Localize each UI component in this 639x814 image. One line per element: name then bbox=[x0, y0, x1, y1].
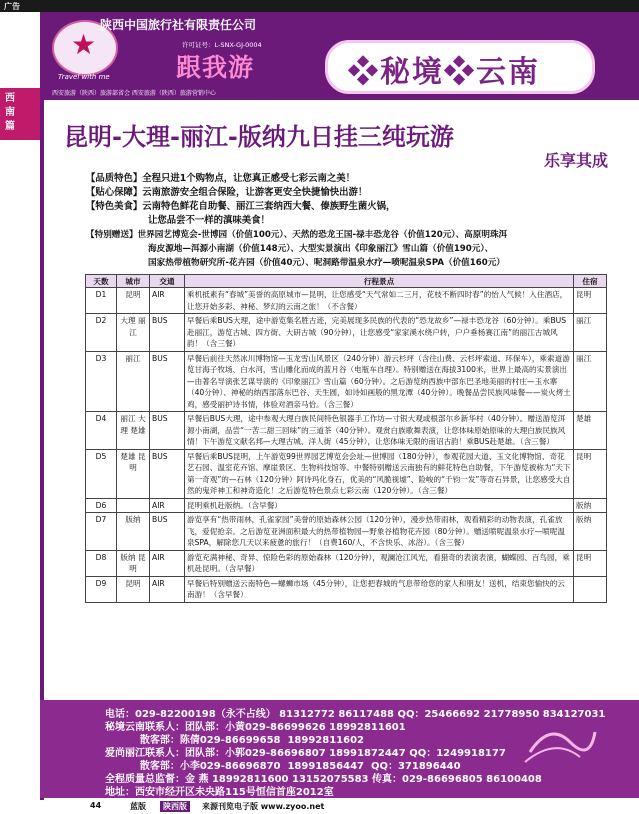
cell-trans: BUS bbox=[150, 513, 185, 551]
highlight-line: 【特色美食】云南特色鲜花自助餐、丽江三套纳西大餐、傣族野生菌火锅， bbox=[86, 201, 396, 212]
top-bar bbox=[0, 0, 639, 12]
cell-hotel: 丽江 bbox=[574, 314, 607, 352]
table-row bbox=[86, 351, 607, 412]
cell-day: D3 bbox=[86, 351, 117, 412]
table-row bbox=[86, 550, 607, 576]
cell-desc: 早餐后特别赠送云南特色—螺蛳市场（45分钟），让您把春城的气息带给您的家人和朋友！送机，结束您愉快的云南游！（含早餐） bbox=[185, 576, 574, 602]
col-header: 城市 bbox=[117, 275, 150, 288]
table-header-row bbox=[86, 275, 607, 288]
cell-trans: BUS bbox=[150, 412, 185, 450]
highlight-line: 海皮源地—洱源小南湖（价值148元）、大型实景演出《印象丽江》雪山篇（价值190元）、 bbox=[148, 244, 494, 254]
ad-label: 广告 bbox=[4, 2, 20, 11]
magazine-edition: 蓝版 bbox=[130, 802, 146, 811]
cell-desc: 早餐后前往天然冰川博物馆—玉龙雪山风景区（240分钟）游云杉坪（含往山费、云杉坪索道、环保车），乘索道游览甘海子牧场、白水河，雪山雕化而成的蓝月谷（电瓶车自理）。特别赠送在海拔3100米，世界上最高的实景演出—由著名导演张艺谋导演的《印象丽江》雪山篇（60分钟）。之后游览纳西族中部东巴圣地美丽的村庄—玉水寨（40分钟）、神秘的纳西部落东巴谷、天生圆，如诗如画般的黑龙潭（40分钟）。晚餐品尝民族风味餐——炭火烤土鸡，感受丽护诗书情，体验对酒亲马恰。（含三餐） bbox=[185, 351, 574, 412]
table-row bbox=[86, 449, 607, 498]
cell-city: 昆明 bbox=[117, 576, 150, 602]
company-name: 陕西中国旅行社有限责任公司 bbox=[100, 18, 257, 32]
license-number: 许可证号：L-SNX-GJ-0004 bbox=[182, 41, 262, 49]
cell-hotel: 丽江 bbox=[574, 351, 607, 412]
table-row bbox=[86, 576, 607, 602]
department-line: 西安旅游（陕西）旅游部省会 西安旅游（陕西）旅游营销中心 bbox=[52, 90, 216, 97]
table-row bbox=[86, 314, 607, 352]
cell-city: 昆明 bbox=[117, 288, 150, 314]
table-row bbox=[86, 288, 607, 314]
cell-trans: BUS bbox=[150, 314, 185, 352]
cell-hotel bbox=[574, 576, 607, 602]
highlight-line: 【特别赠送】世界园艺博览会-世博园（价值100元）、天然的恐龙王国-禄丰恐龙谷（价值120元）、高原明珠洱 bbox=[86, 230, 508, 240]
itinerary-table bbox=[85, 274, 607, 603]
tour-title: 昆明-大理-丽江-版纳九日挂三纯玩游 bbox=[64, 123, 454, 151]
tour-highlights bbox=[86, 172, 606, 270]
highlight-line: 让您品尝不一样的滇味美食！ bbox=[148, 215, 270, 226]
cell-city: 丽江 大理 楚雄 bbox=[117, 412, 150, 450]
cell-city: 版纳 bbox=[117, 513, 150, 551]
cell-day: D7 bbox=[86, 513, 117, 551]
section-tab: 西南篇 bbox=[0, 88, 40, 140]
cell-desc: 游览充满神秘、奇异、惊险色彩的原始森林（120分钟），观澜沧江风光，看猎奇的表演表演，蝴蝶园、百鸟园，乘机赴昆明。（含早餐） bbox=[185, 550, 574, 576]
page-footer bbox=[0, 800, 639, 814]
highlight-line: 国家热带植物研究所-花卉园（价值40元）、呢洞路带温泉水疗—喷呢温泉SPA（价值160元） bbox=[148, 258, 505, 268]
tour-subtitle: 乐享其成 bbox=[543, 151, 608, 170]
cell-trans: AIR bbox=[150, 550, 185, 576]
cell-city bbox=[117, 498, 150, 513]
banner-text: ❖秘境❖云南 bbox=[348, 55, 540, 90]
cell-trans: AIR bbox=[150, 498, 185, 513]
cell-trans: BUS bbox=[150, 449, 185, 498]
cell-trans: BUS bbox=[150, 351, 185, 412]
cell-hotel: 昆明 bbox=[574, 550, 607, 576]
region-edition: 陕西版 bbox=[160, 801, 190, 812]
highlight-line: 【品质特色】全程只进1个购物点，让您真正感受七彩云南之美！ bbox=[86, 173, 356, 184]
cell-trans: AIR bbox=[150, 576, 185, 602]
cell-hotel: 版纳 bbox=[574, 513, 607, 551]
cell-desc: 早餐后乘BUS昆明，上午游览99世界园艺博览会会址—世博园（180分钟），参观花园大道、玉文化博物馆、奇花艺石园、温室花卉馆、摩崖景区、生物科技馆等。中餐特别赠送云南独有的鲜花特色自助餐，下午游览被称为“天下第一奇观”的—石林（120分钟）阿诗玛化身石，优美的“风脆视墟”、险峻的“千钧一发”等奇石异景，让您感受大自然的鬼斧神工和神奇造化！之后游览特色景点七彩云南（120分钟）。（含三餐） bbox=[185, 449, 574, 498]
cell-day: D4 bbox=[86, 412, 117, 450]
col-header: 天数 bbox=[86, 275, 117, 288]
cell-hotel: 版纳 bbox=[574, 498, 607, 513]
table-row bbox=[86, 412, 607, 450]
cell-hotel: 昆明 bbox=[574, 288, 607, 314]
cell-desc: 早餐后BUS大理，途中参观大理白族民间特色银器手工作坊—寸银大观或根部尔乡新华村（40分钟）。赠送游览洱源小南湖，品尝“一苦二甜三回味”的三道茶（40分钟）。观赏白族歌舞表演，让您体味原始原味的大理白族民族风情！下午游览文献名邦—大理古城、洋人街（45分钟），让您体味无限的南诏古韵！乘BUS赴楚雄。（含三餐） bbox=[185, 412, 574, 450]
left-strip bbox=[40, 100, 44, 804]
table-row bbox=[86, 513, 607, 551]
agency-logo bbox=[52, 14, 270, 94]
contact-phone: 电话：029-82200198（永不占线） 81312772 86117488 QQ：25466692 21778950 834127031 bbox=[105, 709, 606, 720]
cell-day: D1 bbox=[86, 288, 117, 314]
contact-line: 散客部：陈倩029-86699658 18992811602 bbox=[105, 735, 365, 746]
website: 来源刊览电子版 www.zyoo.net bbox=[202, 802, 325, 811]
cell-day: D8 bbox=[86, 550, 117, 576]
contact-line: 散客部：小李029-86696870 18991856447 QQ：371896440 bbox=[105, 761, 461, 772]
cell-desc: 乘机抵素有“春城”美誉的高原城市—昆明，让您感受“天气常如二三月，花枝不断四时春”的怡人气候！入住酒店，让您开始多彩、神秘、梦幻的云南之旅！（不含餐） bbox=[185, 288, 574, 314]
brand-name: 跟我游 bbox=[176, 53, 255, 82]
cell-city: 楚雄 昆明 bbox=[117, 449, 150, 498]
cell-hotel: 楚雄 bbox=[574, 412, 607, 450]
page-number: 44 bbox=[90, 801, 102, 810]
col-header: 住宿 bbox=[574, 275, 607, 288]
logo-emblem-icon: ★ bbox=[52, 20, 118, 76]
brand-english: Travel with me bbox=[58, 73, 110, 81]
cell-city: 丽江 bbox=[117, 351, 150, 412]
swirl-ornament-icon bbox=[520, 712, 600, 772]
address: 地址：西安市经开区未央路115号恒信首座2012室 bbox=[105, 787, 334, 798]
cell-day: D9 bbox=[86, 576, 117, 602]
table-row bbox=[86, 498, 607, 513]
highlight-line: 【贴心保障】云南旅游安全组合保险，让游客更安全快捷愉快出游！ bbox=[86, 187, 368, 198]
cell-trans: AIR bbox=[150, 288, 185, 314]
cell-hotel: 昆明 bbox=[574, 449, 607, 498]
cell-desc: 昆明乘机赴版纳。（含早餐） bbox=[185, 498, 574, 513]
cell-city: 版纳 昆明 bbox=[117, 550, 150, 576]
col-header: 行程景点 bbox=[185, 275, 574, 288]
cell-desc: 游览享有“热带雨林，孔雀家园”美誉的原始森林公园（120分钟），漫步热带雨林，观看精彩的动物表演，孔雀放飞，爱伲抢亲。之后游览亚洲面积最大的热带植物园—野象谷植物花卉园（80分钟）。赠送喷呢温泉水疗—喷呢温泉SPA，解除您几天以来疲惫的旅行！（自费160/人，不含快乐、冰浴）。（含三餐） bbox=[185, 513, 574, 551]
cell-day: D5 bbox=[86, 449, 117, 498]
col-header: 交通 bbox=[150, 275, 185, 288]
cell-city: 大理 丽江 bbox=[117, 314, 150, 352]
cell-desc: 早餐后乘BUS大理，途中游览集名胜古迹，完美展现多民族的代表的“恐龙故乡”—禄丰恐龙谷（60分钟）。乘BUS赴丽江，游览古城、四方街、大研古城（90分钟），让您感受“家家溪水绕户转，户户垂杨赛江南”的丽江古城风韵！（含三餐） bbox=[185, 314, 574, 352]
cell-day: D2 bbox=[86, 314, 117, 352]
contact-line: 秘境云南联系人：团队部：小黄029-86699626 18992811601 bbox=[105, 722, 406, 733]
contact-line: 爱尚丽江联系人：团队部：小郭029-86696807 18991872447 QQ：1249918177 bbox=[105, 748, 506, 759]
cell-day: D6 bbox=[86, 498, 117, 513]
quality-supervisor: 全程质量总监督：金 燕 18992811600 13152075583 传真：029-86696805 86100408 bbox=[105, 774, 542, 785]
destination-banner bbox=[325, 40, 595, 94]
